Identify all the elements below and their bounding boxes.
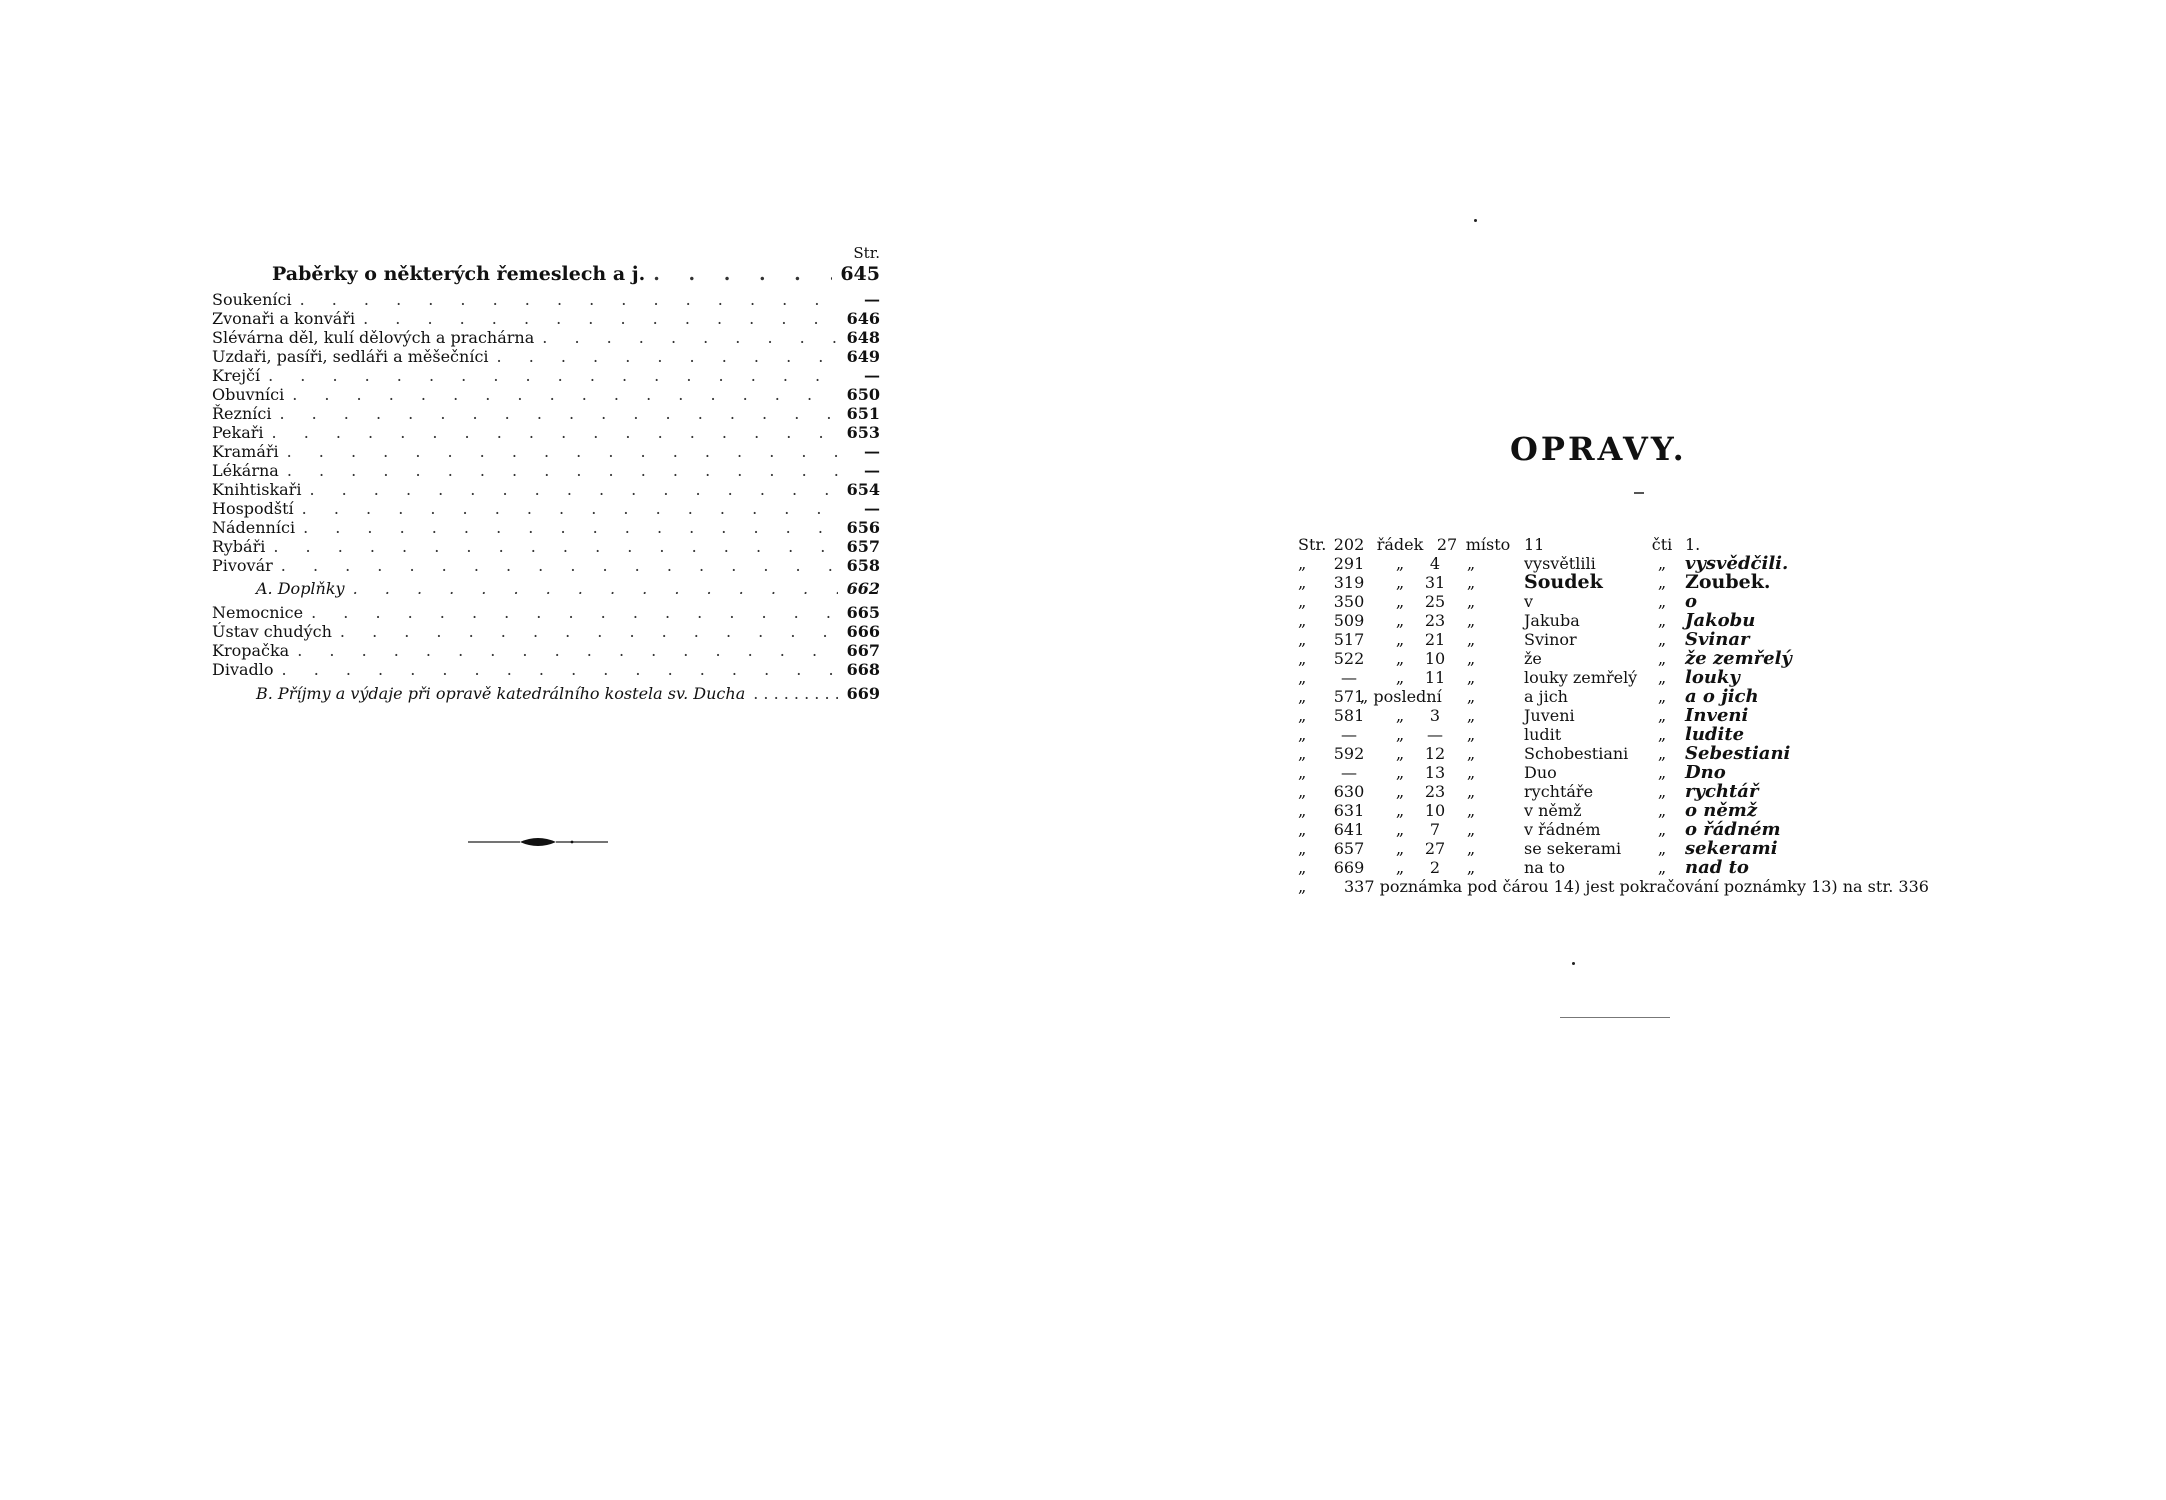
toc-entry xyxy=(212,556,880,575)
col-wrong: Svinor xyxy=(1524,630,1577,649)
col-line: 13 xyxy=(1424,763,1446,782)
col-misto: „ xyxy=(1466,649,1476,668)
col-line: 31 xyxy=(1424,573,1446,592)
toc-page-number: 649 xyxy=(846,347,880,366)
col-right: rychtář xyxy=(1685,781,1759,802)
col-radek: „ xyxy=(1395,744,1405,763)
col-line: 4 xyxy=(1429,554,1441,573)
col-right: Inveni xyxy=(1685,705,1749,726)
toc-section-b xyxy=(212,679,880,709)
col-misto: „ xyxy=(1466,554,1476,573)
col-right: Zoubek. xyxy=(1685,571,1771,593)
toc-section-label: B. Příjmy a výdaje při opravě katedrálního kostela sv. Ducha xyxy=(256,684,746,703)
col-page: 592 xyxy=(1333,744,1365,763)
toc-entry xyxy=(212,518,880,537)
col-radek: „ xyxy=(1395,554,1405,573)
col-str: „ xyxy=(1298,763,1307,782)
col-wrong: vysvětlili xyxy=(1524,554,1596,573)
col-str: „ xyxy=(1298,744,1307,763)
toc-entry xyxy=(212,385,880,404)
title-mark xyxy=(1634,492,1644,494)
toc-entry-label: Pekaři xyxy=(212,423,264,442)
col-page: — xyxy=(1341,725,1357,744)
col-misto: „ xyxy=(1466,782,1476,801)
toc-page-number: 668 xyxy=(846,660,880,679)
col-radek: „ xyxy=(1395,858,1405,877)
toc-page-number: 646 xyxy=(846,309,880,328)
col-str: „ xyxy=(1298,687,1307,706)
col-str: „ xyxy=(1298,725,1307,744)
toc-leader-dots xyxy=(311,603,838,622)
toc-entry-label: Ústav chudých xyxy=(212,622,332,641)
toc-page-number: 666 xyxy=(846,622,880,641)
toc-page-number: 667 xyxy=(846,641,880,660)
col-misto: „ xyxy=(1466,630,1476,649)
col-right: 1. xyxy=(1685,535,1701,554)
toc-entry-label: Nádenníci xyxy=(212,518,296,537)
col-cti: „ xyxy=(1657,839,1667,858)
bottom-rule xyxy=(1560,1017,1670,1018)
toc-page-number: 657 xyxy=(846,537,880,556)
col-str: „ xyxy=(1298,611,1307,630)
col-wrong: že xyxy=(1524,649,1542,668)
print-speck xyxy=(1474,219,1477,222)
col-str: „ xyxy=(1298,839,1307,858)
toc-page-number: 651 xyxy=(846,404,880,423)
col-page: 581 xyxy=(1333,706,1365,725)
page-column-label: Str. xyxy=(853,244,880,262)
toc-entry-label: Nemocnice xyxy=(212,603,304,622)
toc-leader-dots xyxy=(279,404,838,423)
col-str: „ xyxy=(1298,592,1307,611)
toc-page-number: 648 xyxy=(846,328,880,347)
page-title: OPRAVY. xyxy=(1510,430,1687,468)
toc-leader-dots xyxy=(287,442,838,461)
col-line: 27 xyxy=(1424,839,1446,858)
toc-page-number: 650 xyxy=(846,385,880,404)
col-str: „ xyxy=(1298,554,1307,573)
toc-entry xyxy=(212,537,880,556)
col-misto: „ xyxy=(1466,706,1476,725)
col-misto: „ xyxy=(1466,858,1476,877)
col-str: „ xyxy=(1298,877,1307,896)
toc-entry-label: Slévárna děl, kulí dělových a prachárna xyxy=(212,328,535,347)
toc-page-number: 656 xyxy=(846,518,880,537)
toc-entry-label: Divadlo xyxy=(212,660,274,679)
toc-entry-label: Obuvníci xyxy=(212,385,285,404)
col-cti: „ xyxy=(1657,820,1667,839)
col-misto: „ xyxy=(1466,763,1476,782)
toc-leader-dots xyxy=(653,262,832,286)
col-line: 10 xyxy=(1424,649,1446,668)
col-right: o řádném xyxy=(1685,819,1781,840)
errata-note: 337 poznámka pod čárou 14) jest pokračování poznámky 13) na str. 336 xyxy=(1344,877,1929,896)
toc-page-number: 653 xyxy=(846,423,880,442)
toc-page-number: — xyxy=(864,499,880,518)
col-line: 27 xyxy=(1436,535,1458,554)
toc-entry xyxy=(212,641,880,660)
col-radek: „ xyxy=(1395,649,1405,668)
toc-leader-dots xyxy=(497,347,838,366)
toc-entry-label: Knihtiskaři xyxy=(212,480,302,499)
col-right: ludite xyxy=(1685,724,1745,745)
col-cti: „ xyxy=(1657,554,1667,573)
col-page: 291 xyxy=(1333,554,1365,573)
col-line: 7 xyxy=(1429,820,1441,839)
toc-entry-label: Hospodští xyxy=(212,499,294,518)
col-radek: „ xyxy=(1395,611,1405,630)
toc-page-number: 665 xyxy=(846,603,880,622)
col-str: Str. xyxy=(1298,535,1327,554)
col-str: „ xyxy=(1298,630,1307,649)
col-wrong: Jakuba xyxy=(1524,611,1580,630)
col-wrong: v řádném xyxy=(1524,820,1601,839)
col-radek: „ xyxy=(1395,763,1405,782)
toc-page-number: 669 xyxy=(846,684,880,703)
toc-entry xyxy=(212,404,880,423)
toc-page-number: 658 xyxy=(846,556,880,575)
col-misto: místo xyxy=(1465,535,1511,554)
toc-entry xyxy=(212,660,880,679)
col-page: 631 xyxy=(1333,801,1365,820)
toc-leader-dots xyxy=(303,518,838,537)
col-cti: „ xyxy=(1657,687,1667,706)
toc-entry xyxy=(212,622,880,641)
toc-page-number: — xyxy=(864,461,880,480)
col-right: Dno xyxy=(1685,762,1726,783)
toc-entry-label: Kropačka xyxy=(212,641,290,660)
col-radek: „ xyxy=(1395,573,1405,592)
toc-entry xyxy=(212,328,880,347)
col-page: 641 xyxy=(1333,820,1365,839)
col-line: — xyxy=(1427,725,1443,744)
toc-leader-dots xyxy=(292,385,838,404)
col-line: 12 xyxy=(1424,744,1446,763)
toc-entry-label: Pivovár xyxy=(212,556,273,575)
toc-page-number: — xyxy=(864,366,880,385)
col-right: že zemřelý xyxy=(1685,648,1792,669)
toc-main-heading xyxy=(212,262,880,290)
col-radek: „ xyxy=(1395,630,1405,649)
col-line: 3 xyxy=(1429,706,1441,725)
toc-leader-dots xyxy=(302,499,838,518)
col-misto: „ xyxy=(1466,687,1476,706)
print-speck xyxy=(1572,962,1575,965)
col-wrong: rychtáře xyxy=(1524,782,1594,801)
col-page: 517 xyxy=(1333,630,1365,649)
col-misto: „ xyxy=(1466,573,1476,592)
toc-leader-dots xyxy=(353,575,838,603)
col-str: „ xyxy=(1298,782,1307,801)
toc-entry-label: Kramáři xyxy=(212,442,279,461)
col-misto: „ xyxy=(1466,668,1476,687)
col-cti: „ xyxy=(1657,573,1667,592)
col-radek: „ xyxy=(1395,782,1405,801)
col-line: 25 xyxy=(1424,592,1446,611)
col-radek: „ xyxy=(1395,801,1405,820)
col-cti: „ xyxy=(1657,744,1667,763)
col-line: 21 xyxy=(1424,630,1446,649)
col-wrong: na to xyxy=(1524,858,1565,877)
col-page: 657 xyxy=(1333,839,1365,858)
col-radek: „ xyxy=(1395,839,1405,858)
col-line: 10 xyxy=(1424,801,1446,820)
col-page: 319 xyxy=(1333,573,1365,592)
col-cti: „ xyxy=(1657,782,1667,801)
toc-leader-dots xyxy=(753,679,838,709)
col-page: 509 xyxy=(1333,611,1365,630)
toc-entry-label: Krejčí xyxy=(212,366,261,385)
col-page: 630 xyxy=(1333,782,1365,801)
toc-entry xyxy=(212,480,880,499)
col-misto: „ xyxy=(1466,611,1476,630)
col-cti: „ xyxy=(1657,801,1667,820)
col-right: o němž xyxy=(1685,800,1758,821)
toc-leader-dots xyxy=(340,622,838,641)
col-radek: „ xyxy=(1395,820,1405,839)
toc-page-number: — xyxy=(864,442,880,461)
toc-entry xyxy=(212,442,880,461)
toc-entry-label: Lékárna xyxy=(212,461,279,480)
col-right: Sebestiani xyxy=(1685,743,1791,764)
col-wrong: Duo xyxy=(1524,763,1557,782)
col-page: — xyxy=(1341,763,1357,782)
toc-leader-dots xyxy=(272,423,838,442)
toc-entry-label: Řezníci xyxy=(212,404,272,423)
col-wrong: se sekerami xyxy=(1524,839,1622,858)
col-wrong: ludit xyxy=(1524,725,1562,744)
col-line: 2 xyxy=(1429,858,1441,877)
col-right: vysvědčili. xyxy=(1685,553,1789,574)
toc-entry-list-2 xyxy=(212,603,880,679)
toc-entry xyxy=(212,499,880,518)
col-line: 23 xyxy=(1424,611,1446,630)
toc-page-number: — xyxy=(864,290,880,309)
col-page: 350 xyxy=(1333,592,1365,611)
col-cti: „ xyxy=(1657,611,1667,630)
col-page: 571 xyxy=(1333,687,1365,706)
toc-leader-dots xyxy=(542,328,838,347)
col-str: „ xyxy=(1298,801,1307,820)
toc-entry xyxy=(212,423,880,442)
col-cti: čti xyxy=(1651,535,1673,554)
col-right: louky xyxy=(1685,667,1740,688)
toc-leader-dots xyxy=(309,480,838,499)
col-str: „ xyxy=(1298,649,1307,668)
toc-section-label: A. Doplňky xyxy=(256,579,345,598)
col-page: — xyxy=(1341,668,1357,687)
col-right: a o jich xyxy=(1685,686,1759,707)
col-cti: „ xyxy=(1657,763,1667,782)
col-misto: „ xyxy=(1466,801,1476,820)
col-wrong: louky zemřelý xyxy=(1524,668,1638,687)
col-right: nad to xyxy=(1685,857,1749,878)
toc-page-number: 645 xyxy=(840,263,880,285)
toc-leader-dots xyxy=(287,461,838,480)
col-wrong: 11 xyxy=(1524,535,1545,554)
col-cti: „ xyxy=(1657,706,1667,725)
col-wrong: Soudek xyxy=(1524,571,1603,593)
col-misto: „ xyxy=(1466,820,1476,839)
col-right: Svinar xyxy=(1685,629,1750,650)
col-right: sekerami xyxy=(1685,838,1778,859)
toc-entry-label: Zvonaři a konváři xyxy=(212,309,356,328)
col-radek: „ xyxy=(1395,706,1405,725)
col-radek: „ xyxy=(1395,668,1405,687)
col-cti: „ xyxy=(1657,649,1667,668)
toc-entry-list xyxy=(212,290,880,575)
col-line: 11 xyxy=(1424,668,1446,687)
toc-leader-dots xyxy=(297,641,838,660)
col-page: 669 xyxy=(1333,858,1365,877)
col-right: o xyxy=(1685,591,1698,612)
col-misto: „ xyxy=(1466,839,1476,858)
col-str: „ xyxy=(1298,573,1307,592)
col-str: „ xyxy=(1298,706,1307,725)
toc-entry xyxy=(212,309,880,328)
toc-entry xyxy=(212,603,880,622)
toc-entry-label: Soukeníci xyxy=(212,290,292,309)
col-misto: „ xyxy=(1466,744,1476,763)
toc-heading-label: Paběrky o některých řemeslech a j. xyxy=(272,263,646,285)
col-cti: „ xyxy=(1657,858,1667,877)
toc-leader-dots xyxy=(268,366,838,385)
col-cti: „ xyxy=(1657,592,1667,611)
col-page: 522 xyxy=(1333,649,1365,668)
col-str: „ xyxy=(1298,668,1307,687)
col-str: „ xyxy=(1298,858,1307,877)
col-misto: „ xyxy=(1466,725,1476,744)
col-wrong: Juveni xyxy=(1524,706,1575,725)
toc-leader-dots xyxy=(282,660,838,679)
col-cti: „ xyxy=(1657,630,1667,649)
col-right: Jakobu xyxy=(1685,610,1756,631)
col-wrong: v xyxy=(1524,592,1534,611)
table-of-contents xyxy=(212,246,880,709)
col-misto: „ xyxy=(1466,592,1476,611)
toc-leader-dots xyxy=(281,556,838,575)
toc-entry-label: Rybáři xyxy=(212,537,266,556)
col-radek: řádek xyxy=(1376,535,1424,554)
col-radek: „ xyxy=(1395,725,1405,744)
toc-leader-dots xyxy=(273,537,838,556)
col-cti: „ xyxy=(1657,668,1667,687)
toc-entry xyxy=(212,290,880,309)
toc-entry-label: Uzdaři, pasíři, sedláři a měšečníci xyxy=(212,347,489,366)
toc-entry xyxy=(212,347,880,366)
col-radek: „ xyxy=(1395,592,1405,611)
col-wrong: v němž xyxy=(1524,801,1582,820)
toc-page-number: 654 xyxy=(846,480,880,499)
toc-page-number: 662 xyxy=(846,579,880,598)
toc-leader-dots xyxy=(300,290,838,309)
col-cti: „ xyxy=(1657,725,1667,744)
toc-entry xyxy=(212,461,880,480)
col-wrong: Schobestiani xyxy=(1524,744,1629,763)
col-str: „ xyxy=(1298,820,1307,839)
end-ornament xyxy=(468,836,608,848)
toc-section-a xyxy=(212,575,880,603)
col-page: 202 xyxy=(1333,535,1365,554)
col-wrong: a jich xyxy=(1524,687,1568,706)
toc-entry xyxy=(212,366,880,385)
col-line: 23 xyxy=(1424,782,1446,801)
col-radek: „ poslední xyxy=(1360,687,1442,706)
toc-leader-dots xyxy=(363,309,838,328)
